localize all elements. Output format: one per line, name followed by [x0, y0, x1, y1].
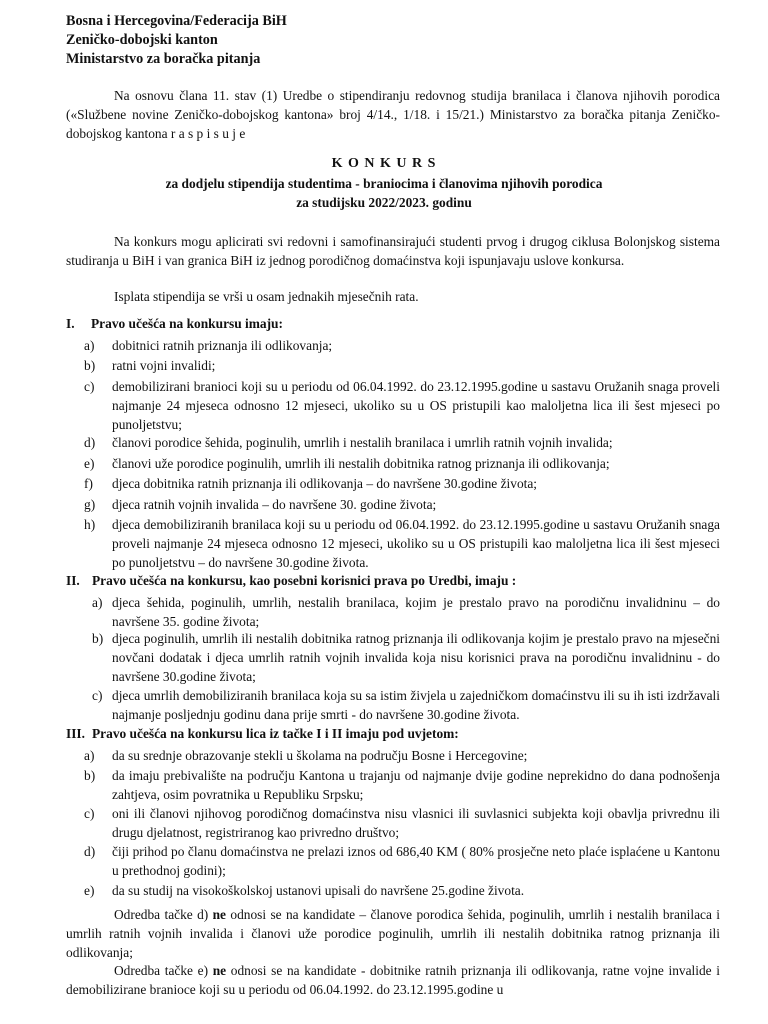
list-item-text: da imaju prebivalište na području Kantona u trajanju od najmanje dvije godine neprekidno do dana podnošenja zahtjeva, osim povratnika u Republiku Srpsku;: [112, 768, 720, 802]
list-item-text: djeca umrlih demobiliziranih branilaca koja su sa istim živjela u zajedničkom domaćinstvu ili su ih isti izdržavali najmanje posljednju godinu dana prije smrti - do navršene 30.godine života.: [112, 688, 720, 722]
list-item-label: e): [84, 883, 95, 898]
list-item-text: članovi uže porodice poginulih, umrlih ili nestalih dobitnika ratnog priznanja ili odlikovanja;: [112, 456, 610, 471]
list-item-text: da su srednje obrazovanje stekli u školama na području Bosne i Hercegovine;: [112, 748, 528, 763]
list-item-text: djeca šehida, poginulih, umrlih, nestalih branilaca, kojim je prestalo pravo na porodičnu invalidninu – do navršene 35. godine života;: [112, 595, 720, 629]
list-item-text: djeca ratnih vojnih invalida – do navršene 30. godine života;: [112, 497, 437, 512]
list-item-text: članovi porodice šehida, poginulih, umrlih i nestalih branilaca i umrlih ratnih vojnih invalida;: [112, 435, 613, 450]
section-1-number: I.: [66, 316, 75, 331]
list-item-label: c): [84, 806, 95, 821]
header-ministry: Ministarstvo za boračka pitanja: [66, 51, 261, 67]
list-item-text: dobitnici ratnih priznanja ili odlikovanja;: [112, 338, 333, 353]
list-item-label: h): [84, 517, 96, 532]
list-item-label: a): [84, 338, 95, 353]
document-subtitle: za dodjelu stipendija studentima - braniocima i članovima njihovih porodica: [165, 176, 603, 191]
payment-paragraph: Isplata stipendija se vrši u osam jednakih mjesečnih rata.: [114, 289, 419, 304]
list-item-text: demobilizirani branioci koji su u periodu od 06.04.1992. do 23.12.1995.godine u sastavu Oružanih snaga proveli najmanje 24 mjeseca odnosno 12 mjeseci, ukoliko su u OS pristupili kao maloljetna lica ili šest mjeseci po punoljetstvu;: [112, 379, 720, 432]
note-e-pre: Odredba tačke e): [114, 963, 213, 978]
intro-paragraph: Na osnovu člana 11. stav (1) Uredbe o stipendiranju redovnog studija branilaca i članova njihovih porodica («Službene novine Zeničko-dobojskog kantona» broj 4/14., 1/18. i 15/21.) Ministarstvo za boračka pitanja Zeničko-dobojskog kantona r a s p i s u j e: [66, 88, 720, 141]
list-item-text: čiji prihod po članu domaćinstva ne prelazi iznos od 686,40 KM ( 80% prosječne neto plaće isplaćene u Kantonu u prethodnoj godini);: [112, 844, 720, 878]
section-2-number: II.: [66, 573, 80, 588]
list-item-label: d): [84, 844, 96, 859]
list-item-text: oni ili članovi njihovog porodičnog domaćinstva nisu vlasnici ili suvlasnici subjekta koji obavlja privrednu ili drugu djelatnost, registriranog kao privredno društvo;: [112, 806, 720, 840]
list-item-text: djeca poginulih, umrlih ili nestalih dobitnika ratnog priznanja ili odlikovanja kojim je prestalo pravo na mjesečni novčani dodatak i djeca umrlih ratnih vojnih invalida koja nisu korisnici prava na porodičnu invalidninu - do navršene 30.godine života;: [112, 631, 720, 684]
note-e-emphasis: ne: [212, 963, 227, 978]
list-item-text: djeca demobiliziranih branilaca koji su u periodu od 06.04.1992. do 23.12.1995.godine u sastavu Oružanih snaga proveli najmanje 24 mjeseca odnosno 12 mjeseci, ukoliko su u OS pristupili kao maloljetna lica ili šest mjeseci po punoljetstvu – do navršene 30.godine života.: [112, 517, 720, 570]
document-subtitle-year: za studijsku 2022/2023. godinu: [296, 195, 472, 210]
header-canton: Zeničko-dobojski kanton: [66, 32, 218, 48]
section-3-number: III.: [66, 726, 85, 741]
list-item-text: djeca dobitnika ratnih priznanja ili odlikovanja – do navršene 30.godine života;: [112, 476, 538, 491]
list-item-label: f): [84, 476, 93, 491]
note-point-e: [66, 961, 720, 999]
note-e-post: odnosi se na kandidate - dobitnike ratnih priznanja ili odlikovanja, ratne vojne invalide i demobilizirane branioce koji su u periodu od 06.04.1992. do 23.12.1995.godine u: [66, 963, 720, 997]
list-item-text: ratni vojni invalidi;: [112, 358, 216, 373]
list-item-label: a): [84, 748, 95, 763]
section-1-title: Pravo učešća na konkursu imaju:: [91, 316, 283, 331]
list-item-label: e): [84, 456, 95, 471]
list-item-label: b): [84, 768, 96, 783]
eligibility-paragraph: Na konkurs mogu aplicirati svi redovni i samofinansirajući studenti prvog i drugog ciklusa Bolonjskog sistema studiranja u BiH i van granica BiH iz jednog porodičnog domaćinstva koji ispunjavaju uslove konkursa.: [66, 234, 720, 268]
document-title: K O N K U R S: [331, 156, 437, 171]
list-item-label: c): [92, 688, 103, 703]
list-item-label: a): [92, 595, 103, 610]
note-d-post: odnosi se na kandidate – članove porodica šehida, poginulih, umrlih i nestalih branilaca i umrlih ratnih vojnih invalida i članovi uže porodice poginulih, umrlih ili nestalih dobitnika ratnog priznanja ili odlikovanja;: [66, 907, 721, 960]
note-d-emphasis: ne: [212, 907, 227, 922]
list-item-label: c): [84, 379, 95, 394]
header-country: Bosna i Hercegovina/Federacija BiH: [66, 13, 287, 29]
list-item-text: da su studij na visokoškolskoj ustanovi upisali do navršene 25.godine života.: [112, 883, 525, 898]
section-2-title: Pravo učešća na konkursu, kao posebni korisnici prava po Uredbi, imaju :: [92, 573, 517, 588]
note-d-pre: Odredba tačke d): [114, 907, 213, 922]
list-item-label: b): [84, 358, 96, 373]
list-item-label: b): [92, 631, 104, 646]
note-point-d: [66, 905, 720, 962]
list-item-label: g): [84, 497, 96, 512]
section-3-title: Pravo učešća na konkursu lica iz tačke I i II imaju pod uvjetom:: [92, 726, 459, 741]
list-item-label: d): [84, 435, 96, 450]
